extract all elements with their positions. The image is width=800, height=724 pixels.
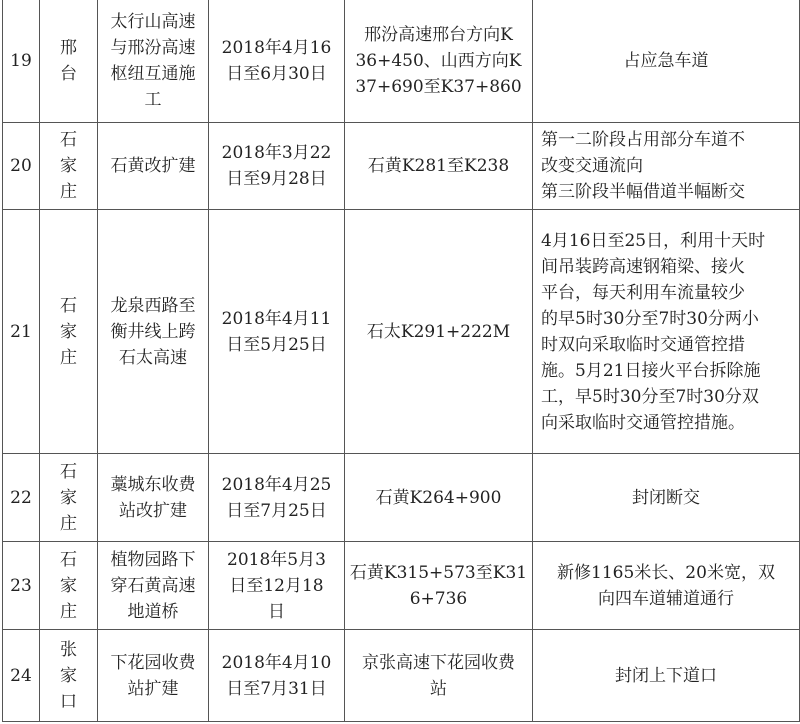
location-cell: 石太K291+222M <box>345 210 533 454</box>
project-cell: 藁城东收费 站改扩建 <box>98 454 209 542</box>
table-row <box>3 454 800 542</box>
time-cell: 2018年4月25 日至7月25日 <box>209 454 345 542</box>
location-cell: 石黄K315+573至K31 6+736 <box>345 542 533 630</box>
location-cell: 京张高速下花园收费 站 <box>345 630 533 722</box>
detail-cell: 占应急车道 <box>533 0 800 123</box>
city-cell: 石 家 庄 <box>40 542 98 630</box>
location-cell: 石黄K264+900 <box>345 454 533 542</box>
row-number: 19 <box>3 0 40 123</box>
table-row <box>3 0 800 123</box>
row-number: 23 <box>3 542 40 630</box>
time-cell: 2018年5月3 日至12月18 日 <box>209 542 345 630</box>
location-cell: 石黄K281至K238 <box>345 123 533 210</box>
detail-cell: 封闭上下道口 <box>533 630 800 722</box>
time-cell: 2018年4月11 日至5月25日 <box>209 210 345 454</box>
detail-cell: 4月16日至25日，利用十天时 间吊装跨高速钢箱梁、接火 平台，每天利用车流量较少 的早5时30分至7时30分两小 时双向采取临时交通管控措 施。5月21日接火平台拆除施 工，早5时30分至7时30分双 向采取临时交通管控措施。 <box>533 210 800 454</box>
row-number: 22 <box>3 454 40 542</box>
detail-cell: 第一二阶段占用部分车道不 改变交通流向 第三阶段半幅借道半幅断交 <box>533 123 800 210</box>
time-cell: 2018年4月16 日至6月30日 <box>209 0 345 123</box>
city-cell: 张 家 口 <box>40 630 98 722</box>
table-row <box>3 542 800 630</box>
row-number: 24 <box>3 630 40 722</box>
project-cell: 植物园路下 穿石黄高速 地道桥 <box>98 542 209 630</box>
detail-cell: 封闭断交 <box>533 454 800 542</box>
time-cell: 2018年4月10 日至7月31日 <box>209 630 345 722</box>
city-cell: 石 家 庄 <box>40 454 98 542</box>
row-number: 20 <box>3 123 40 210</box>
city-cell: 石 家 庄 <box>40 210 98 454</box>
construction-table <box>2 0 800 722</box>
project-cell: 太行山高速 与邢汾高速 枢纽互通施 工 <box>98 0 209 123</box>
location-cell: 邢汾高速邢台方向K 36+450、山西方向K 37+690至K37+860 <box>345 0 533 123</box>
table-row <box>3 123 800 210</box>
project-cell: 石黄改扩建 <box>98 123 209 210</box>
table-row <box>3 630 800 722</box>
table-row <box>3 210 800 454</box>
time-cell: 2018年3月22 日至9月28日 <box>209 123 345 210</box>
row-number: 21 <box>3 210 40 454</box>
city-cell: 邢 台 <box>40 0 98 123</box>
project-cell: 下花园收费 站扩建 <box>98 630 209 722</box>
project-cell: 龙泉西路至 衡井线上跨 石太高速 <box>98 210 209 454</box>
detail-cell: 新修1165米长、20米宽，双 向四车道辅道通行 <box>533 542 800 630</box>
city-cell: 石 家 庄 <box>40 123 98 210</box>
